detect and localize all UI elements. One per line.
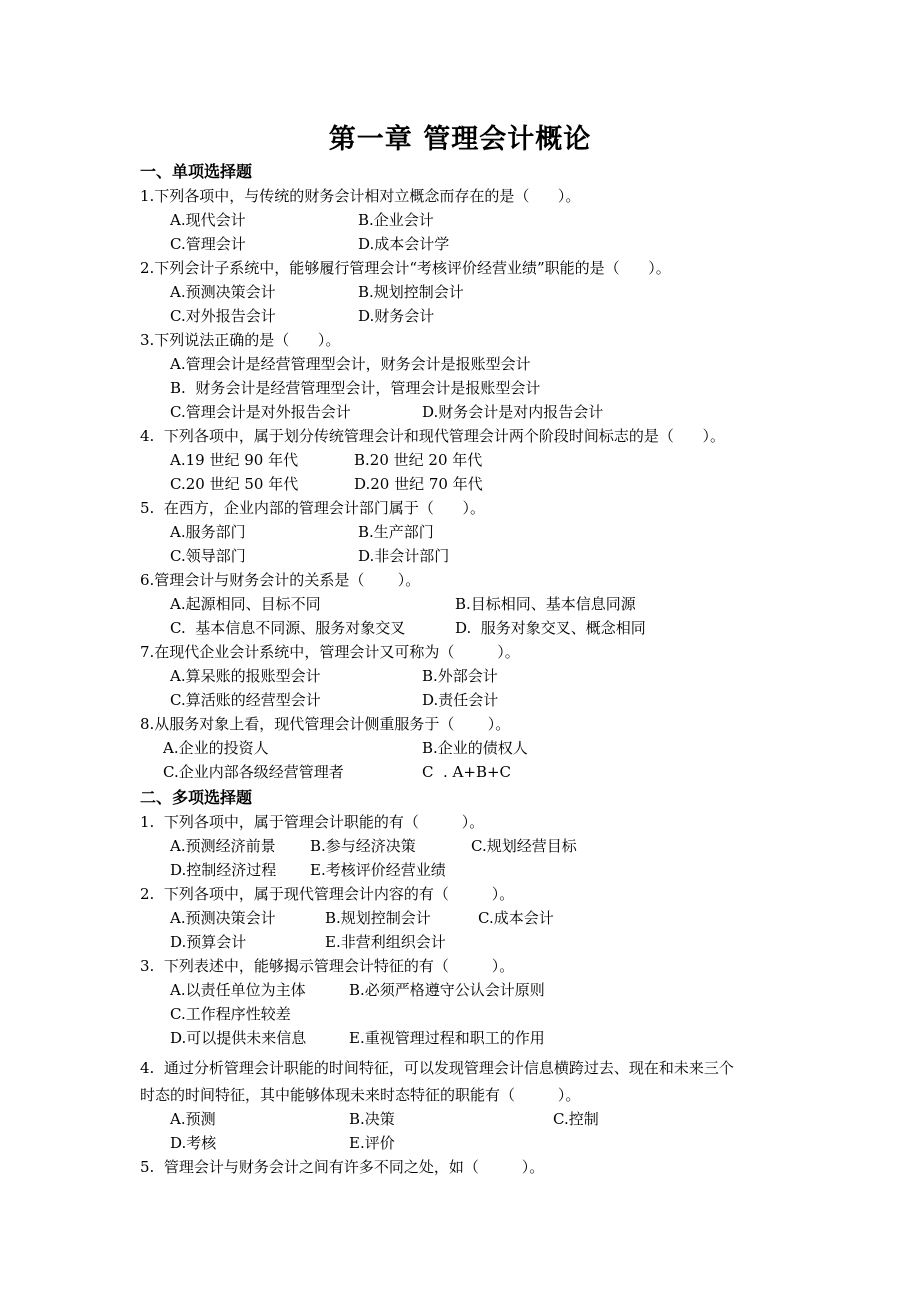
option-d: D.预算会计 xyxy=(170,933,247,951)
option-b: B.20 世纪 20 年代 xyxy=(354,451,483,469)
option-b: B.生产部门 xyxy=(358,523,434,541)
option-b: B.企业的债权人 xyxy=(422,739,528,757)
option-b: B.决策 xyxy=(349,1110,395,1128)
option-c: C.企业内部各级经营管理者 xyxy=(163,763,344,781)
option-c: C.控制 xyxy=(553,1110,599,1128)
option-b: B.规划控制会计 xyxy=(325,909,431,927)
question-stem: 6.管理会计与财务会计的关系是（ ）。 xyxy=(140,571,421,589)
option-d: D.20 世纪 70 年代 xyxy=(354,475,483,493)
option-d: D.控制经济过程 xyxy=(170,861,277,879)
option-a: A.19 世纪 90 年代 xyxy=(170,451,299,469)
option-a: A.起源相同、目标不同 xyxy=(170,595,321,613)
option-c: C.算活账的经营型会计 xyxy=(170,691,321,709)
option-a: A.预测 xyxy=(170,1110,216,1128)
option-a: A.算呆账的报账型会计 xyxy=(170,667,321,685)
option-d: D.财务会计是对内报告会计 xyxy=(422,403,604,421)
question-stem: 8.从服务对象上看，现代管理会计侧重服务于（ ）。 xyxy=(140,715,511,733)
option-c: C.工作程序性较差 xyxy=(170,1005,291,1023)
chapter-title: 第一章 管理会计概论 xyxy=(328,124,592,155)
option-d: D.责任会计 xyxy=(422,691,499,709)
option-d: D.成本会计学 xyxy=(358,235,450,253)
section-heading-multiple-choice: 二、多项选择题 xyxy=(140,788,253,807)
option-b: B.目标相同、基本信息同源 xyxy=(455,595,636,613)
option-d: D. 服务对象交叉、概念相同 xyxy=(455,619,646,637)
option-e: E.重视管理过程和职工的作用 xyxy=(349,1029,545,1047)
question-stem-line-1: 4. 通过分析管理会计职能的时间特征，可以发现管理会计信息横跨过去、现在和未来三个 xyxy=(140,1059,734,1077)
option-a: A.预测决策会计 xyxy=(170,909,276,927)
option-d: D.可以提供未来信息 xyxy=(170,1029,307,1047)
option-b: B.规划控制会计 xyxy=(358,283,464,301)
option-c: C. 基本信息不同源、服务对象交叉 xyxy=(170,619,406,637)
section-heading-single-choice: 一、单项选择题 xyxy=(140,162,253,181)
question-stem: 5. 在西方，企业内部的管理会计部门属于（ ）。 xyxy=(140,499,485,517)
question-stem: 2. 下列各项中，属于现代管理会计内容的有（ ）。 xyxy=(140,885,515,903)
option-b: B.企业会计 xyxy=(358,211,434,229)
option-a: A.以责任单位为主体 xyxy=(170,981,306,999)
option-b: B. 财务会计是经营管理型会计，管理会计是报账型会计 xyxy=(170,379,541,397)
option-b: B.外部会计 xyxy=(422,667,498,685)
option-c: C.管理会计是对外报告会计 xyxy=(170,403,351,421)
option-c: C.20 世纪 50 年代 xyxy=(170,475,299,493)
question-stem: 5. 管理会计与财务会计之间有许多不同之处，如（ ）。 xyxy=(140,1158,545,1176)
option-a: A.服务部门 xyxy=(170,523,246,541)
option-c: C.管理会计 xyxy=(170,235,246,253)
question-stem-line-2: 时态的时间特征，其中能够体现未来时态特征的职能有（ ）。 xyxy=(140,1086,581,1104)
option-a: A.企业的投资人 xyxy=(163,739,269,757)
option-d: D.财务会计 xyxy=(358,307,435,325)
question-stem: 1.下列各项中，与传统的财务会计相对立概念而存在的是（ ）。 xyxy=(140,187,581,205)
option-e: E.非营利组织会计 xyxy=(325,933,446,951)
question-stem: 4. 下列各项中，属于划分传统管理会计和现代管理会计两个阶段时间标志的是（ ）。 xyxy=(140,427,725,445)
question-stem: 3.下列说法正确的是（ ）。 xyxy=(140,331,341,349)
option-a: A.现代会计 xyxy=(170,211,246,229)
question-stem: 3. 下列表述中，能够揭示管理会计特征的有（ ）。 xyxy=(140,957,515,975)
question-stem: 2.下列会计子系统中，能够履行管理会计“考核评价经营业绩”职能的是（ ）。 xyxy=(140,259,671,277)
option-d: C . A+B+C xyxy=(422,763,512,781)
option-e: E.考核评价经营业绩 xyxy=(310,861,446,879)
option-a: A.预测经济前景 xyxy=(170,837,276,855)
option-c: C.对外报告会计 xyxy=(170,307,276,325)
option-c: C.规划经营目标 xyxy=(471,837,577,855)
question-stem: 7.在现代企业会计系统中，管理会计又可称为（ ）。 xyxy=(140,643,520,661)
option-d: D.考核 xyxy=(170,1134,217,1152)
option-c: C.领导部门 xyxy=(170,547,246,565)
option-c: C.成本会计 xyxy=(478,909,554,927)
option-a: A.预测决策会计 xyxy=(170,283,276,301)
option-e: E.评价 xyxy=(349,1134,395,1152)
option-b: B.必须严格遵守公认会计原则 xyxy=(349,981,545,999)
option-d: D.非会计部门 xyxy=(358,547,450,565)
question-stem: 1. 下列各项中，属于管理会计职能的有（ ）。 xyxy=(140,813,485,831)
option-b: B.参与经济决策 xyxy=(310,837,416,855)
option-a: A.管理会计是经营管理型会计，财务会计是报账型会计 xyxy=(170,355,531,373)
